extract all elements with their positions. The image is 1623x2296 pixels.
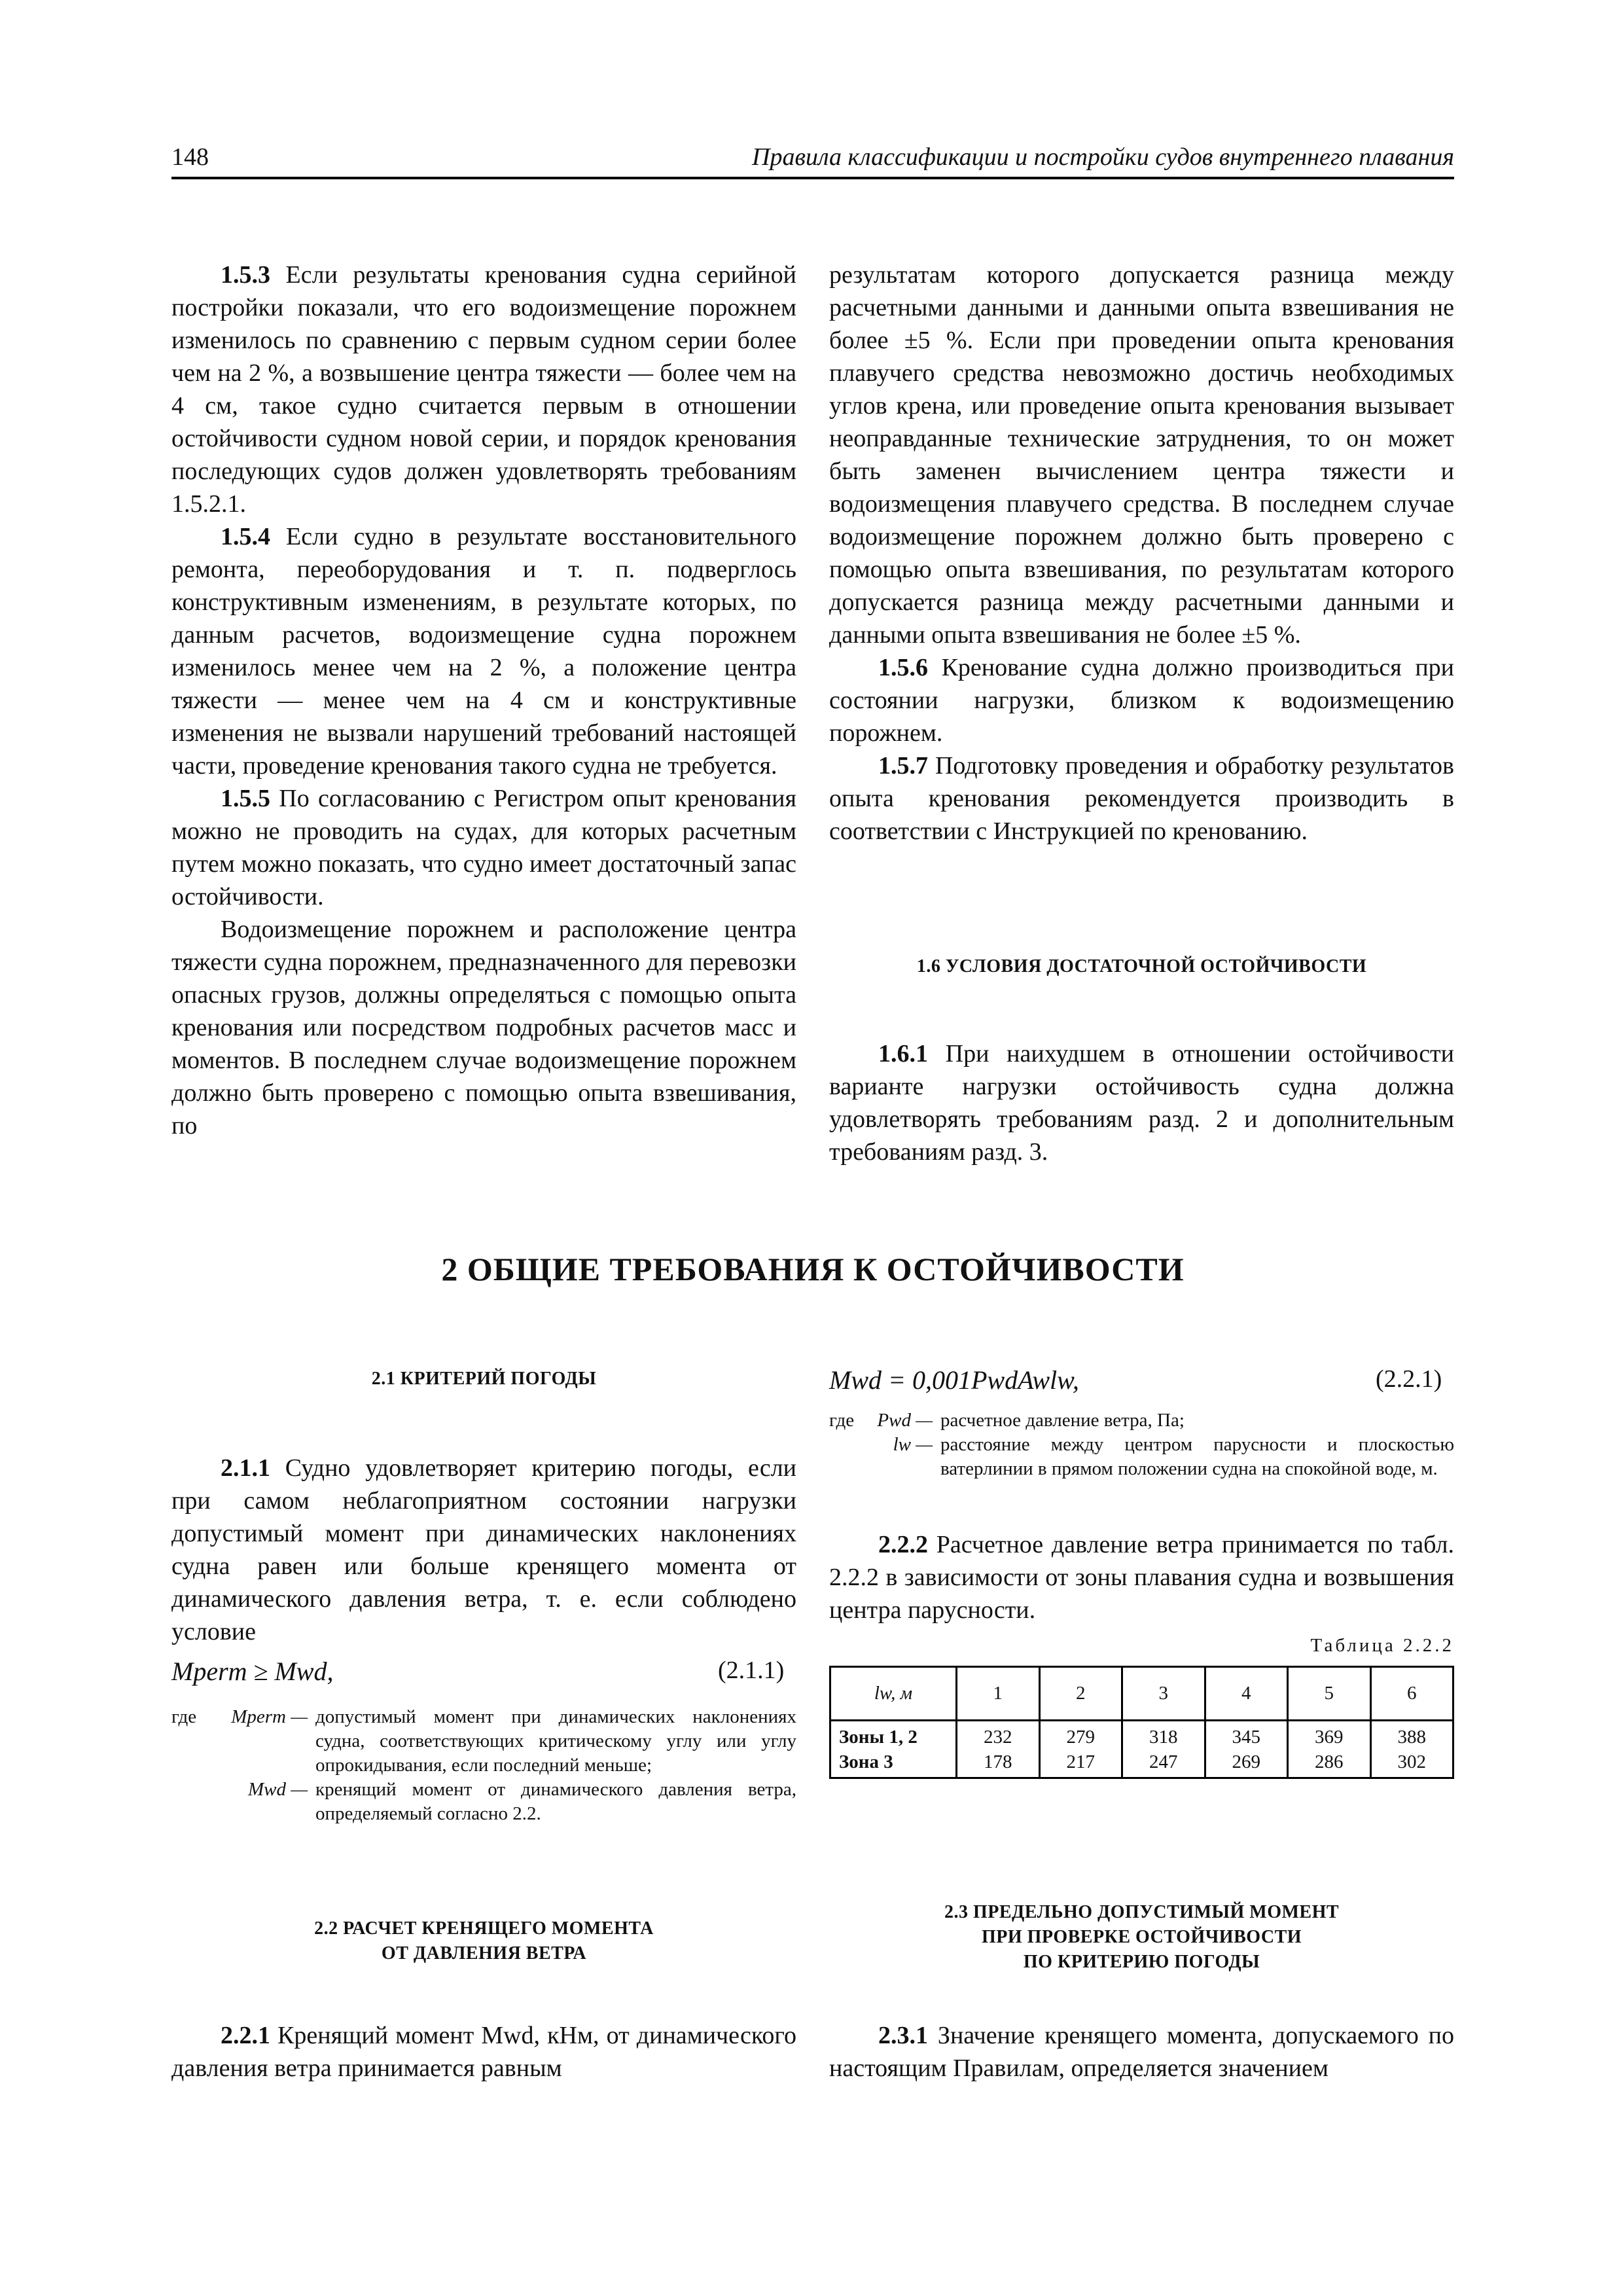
- section-heading-1-6: 1.6 УСЛОВИЯ ДОСТАТОЧНОЙ ОСТОЙЧИВОСТИ: [916, 956, 1367, 977]
- paragraph-text: Кренящий момент Mwd, кНм, от динамического давления ветра принимается равным: [171, 2022, 796, 2082]
- table-value: 345: [1232, 1726, 1260, 1748]
- right-column-1-6: [829, 1037, 1454, 1168]
- definitions-2-2-1: [829, 1408, 1454, 1481]
- definition-row: [829, 1433, 1454, 1481]
- definitions-2-1-1: [171, 1705, 796, 1826]
- paragraph-text: Кренование судна должно производиться при состоянии нагрузки, близком к водоизмещению порожнем.: [829, 654, 1454, 747]
- table-value: 232: [984, 1726, 1012, 1748]
- table-value-cell: [1039, 1721, 1122, 1778]
- equation-number-2-1-1: (2.1.1): [718, 1657, 785, 1684]
- table-header-cell: 2: [1039, 1667, 1122, 1721]
- right-column-2-2-2: [829, 1528, 1454, 1626]
- section-heading-line: 2.3 ПРЕДЕЛЬНО ДОПУСТИМЫЙ МОМЕНТ: [944, 1902, 1340, 1922]
- table-value-cell: [1370, 1721, 1454, 1778]
- table-value-cell: [957, 1721, 1040, 1778]
- clause-number: 2.2.2: [878, 1531, 928, 1558]
- paragraph-text: При наихудшем в отношении остойчивости варианте нагрузки остойчивость судна должна удовлетворять требованиям разд. 2 и дополнительным требованиям разд. 3.: [829, 1040, 1454, 1166]
- table-title: Таблица 2.2.2: [1310, 1635, 1454, 1656]
- chapter-title: 2 ОБЩИЕ ТРЕБОВАНИЯ К ОСТОЙЧИВОСТИ: [441, 1251, 1185, 1287]
- clause-number: 1.6.1: [878, 1040, 928, 1067]
- running-title: Правила классификации и постройки судов внутреннего плавания: [752, 143, 1454, 171]
- paragraph-2-3-1: [829, 2019, 1454, 2085]
- table-value: 178: [984, 1751, 1012, 1772]
- paragraph-1-5-5-cont: Водоизмещение порожнем и расположение центра тяжести судна порожнем, предназначенного для перевозки опасных грузов, должны определяться с помощью опыта кренования или посредством подробных расчетов масс и моментов. В последнем случае водоизмещение порожнем должно быть проверено с помощью опыта взвешивания, по: [171, 916, 796, 1139]
- section-heading-line: 2.2 РАСЧЕТ КРЕНЯЩЕГО МОМЕНТА: [314, 1918, 654, 1939]
- left-column-2-1: [171, 1452, 796, 1648]
- table-header-cell: 1: [957, 1667, 1040, 1721]
- header-rule: [171, 177, 1454, 179]
- page-number: 148: [171, 143, 209, 171]
- paragraph-text: Судно удовлетворяет критерию погоды, если при самом неблагоприятном состоянии нагрузки допустимый момент при динамических наклонениях судна равен или больше кренящего момента от динамического давления ветра, т. е. если соблюдено условие: [171, 1454, 796, 1645]
- paragraph-2-2-2: [829, 1528, 1454, 1626]
- paragraph-1-6-1: [829, 1037, 1454, 1168]
- clause-number: 2.2.1: [221, 2022, 270, 2049]
- paragraph-1-5-4: [171, 520, 796, 782]
- paragraph-1-5-6: [829, 651, 1454, 749]
- clause-number: 1.5.4: [221, 523, 270, 550]
- paragraph-1-5-3: [171, 259, 796, 520]
- section-heading-2-2: [171, 1916, 796, 1966]
- paragraph-1-5-5: [171, 782, 796, 913]
- table-value: 388: [1397, 1726, 1426, 1748]
- table-value: 286: [1315, 1751, 1344, 1772]
- where-label: где: [171, 1706, 197, 1727]
- clause-number: 1.5.3: [221, 261, 270, 289]
- table-value: 217: [1066, 1751, 1095, 1772]
- table-value: 247: [1149, 1751, 1178, 1772]
- table-value-cell: [1288, 1721, 1371, 1778]
- paragraph-continuation: результатам которого допускается разница между расчетными данными и данными опыта взвешивания не более ±5 %. Если при проведении опыта кренования плавучего средства невозможно достичь необходимых углов крена, или проведение опыта кренования вызывает неоправданные технические затруднения, то он может быть заменен вычислением центра тяжести и водоизмещения плавучего средства. В последнем случае водоизмещение порожнем должно быть проверено с помощью опыта взвешивания, по результатам которого допускается разница между расчетными данными и данными опыта взвешивания не более ±5 %.: [829, 261, 1454, 649]
- clause-number: 1.5.5: [221, 785, 270, 812]
- table-header-cell: 6: [1370, 1667, 1454, 1721]
- paragraph-text: Подготовку проведения и обработку результатов опыта кренования рекомендуется производить в соответствии с Инструкцией по кренованию.: [829, 752, 1454, 845]
- right-column-2-3: [829, 2019, 1454, 2085]
- table-header-cell: 4: [1205, 1667, 1288, 1721]
- zone-label: Зона 3: [839, 1751, 893, 1772]
- equation-number-2-2-1: (2.2.1): [1376, 1365, 1442, 1393]
- formula-2-1-1: Mperm ≥ Mwd,: [171, 1657, 334, 1686]
- paragraph-text: Если судно в результате восстановительного ремонта, переоборудования и т. п. подверглось конструктивным изменениям, в результате которых, по данным расчетов, водоизмещение судна порожнем изменилось менее чем на 2 %, а положение центра тяжести — менее чем на 4 см и конструктивные изменения не вызвали нарушений требований настоящей части, проведение кренования такого судна не требуется.: [171, 523, 796, 780]
- definition-text: допустимый момент при динамических наклонениях судна, соответствующих критическому углу или углу опрокидывания, если последний меньше;: [315, 1706, 796, 1776]
- clause-number: 2.3.1: [878, 2022, 928, 2049]
- table-value-cell: [1122, 1721, 1205, 1778]
- table-header-cell: 5: [1288, 1667, 1371, 1721]
- section-heading-line: ПО КРИТЕРИЮ ПОГОДЫ: [1023, 1952, 1260, 1972]
- definition-text: расчетное давление ветра, Па;: [940, 1410, 1185, 1431]
- left-column-top: [171, 259, 796, 1142]
- definition-symbol: lw —: [893, 1434, 933, 1455]
- clause-number: 1.5.6: [878, 654, 928, 681]
- definition-row: [829, 1408, 1454, 1433]
- table-header-row: [830, 1667, 1454, 1721]
- table-row-labels: [830, 1721, 957, 1778]
- section-heading-line: ОТ ДАВЛЕНИЯ ВЕТРА: [381, 1943, 587, 1964]
- definition-symbol: Pwd —: [877, 1410, 933, 1431]
- paragraph-2-1-1: [171, 1452, 796, 1648]
- wind-pressure-table: [829, 1666, 1454, 1779]
- table-value: 318: [1149, 1726, 1178, 1748]
- table-value: 279: [1066, 1726, 1095, 1748]
- zone-label: Зоны 1, 2: [839, 1726, 918, 1748]
- definition-row: [171, 1705, 796, 1778]
- table-value-cell: [1205, 1721, 1288, 1778]
- paragraph-text: Значение кренящего момента, допускаемого по настоящим Правилам, определяется значением: [829, 2022, 1454, 2082]
- table-value: 369: [1315, 1726, 1344, 1748]
- table-value: 269: [1232, 1751, 1260, 1772]
- paragraph-1-5-7: [829, 749, 1454, 848]
- paragraph-text: Расчетное давление ветра принимается по табл. 2.2.2 в зависимости от зоны плавания судна и возвышения центра парусности.: [829, 1531, 1454, 1624]
- section-heading-line: ПРИ ПРОВЕРКЕ ОСТОЙЧИВОСТИ: [981, 1927, 1302, 1947]
- definition-symbol: Mwd —: [247, 1779, 308, 1800]
- formula-2-2-1: Mwd = 0,001PwdAwlw,: [829, 1365, 1079, 1395]
- definition-text: расстояние между центром парусности и плоскостью ватерлинии в прямом положении судна на спокойной воде, м.: [940, 1434, 1454, 1479]
- table-header-cell: 3: [1122, 1667, 1205, 1721]
- left-column-2-2: [171, 2019, 796, 2085]
- table-value: 302: [1397, 1751, 1426, 1772]
- table-body-row: [830, 1721, 1454, 1778]
- section-heading-2-3: [829, 1900, 1454, 1975]
- clause-number: 2.1.1: [221, 1454, 270, 1482]
- paragraph-2-2-1: [171, 2019, 796, 2085]
- definition-text: кренящий момент от динамического давления ветра, определяемый согласно 2.2.: [315, 1779, 796, 1824]
- section-heading-2-1: 2.1 КРИТЕРИЙ ПОГОДЫ: [371, 1369, 597, 1389]
- where-label: где: [829, 1410, 855, 1431]
- paragraph-text: По согласованию с Регистром опыт кренования можно не проводить на судах, для которых расчетным путем можно показать, что судно имеет достаточный запас остойчивости.: [171, 785, 796, 910]
- definition-row: [171, 1778, 796, 1826]
- clause-number: 1.5.7: [878, 752, 928, 780]
- right-column-top: [829, 259, 1454, 848]
- table-header-cell: lw, м: [830, 1667, 957, 1721]
- definition-symbol: Mperm —: [231, 1706, 308, 1727]
- paragraph-text: Если результаты кренования судна серийной постройки показали, что его водоизмещение порожнем изменилось по сравнению с первым судном серии более чем на 2 %, а возвышение центра тяжести — более чем на 4 см, такое судно считается первым в отношении остойчивости судном новой серии, и порядок кренования последующих судов должен удовлетворять требованиям 1.5.2.1.: [171, 261, 796, 518]
